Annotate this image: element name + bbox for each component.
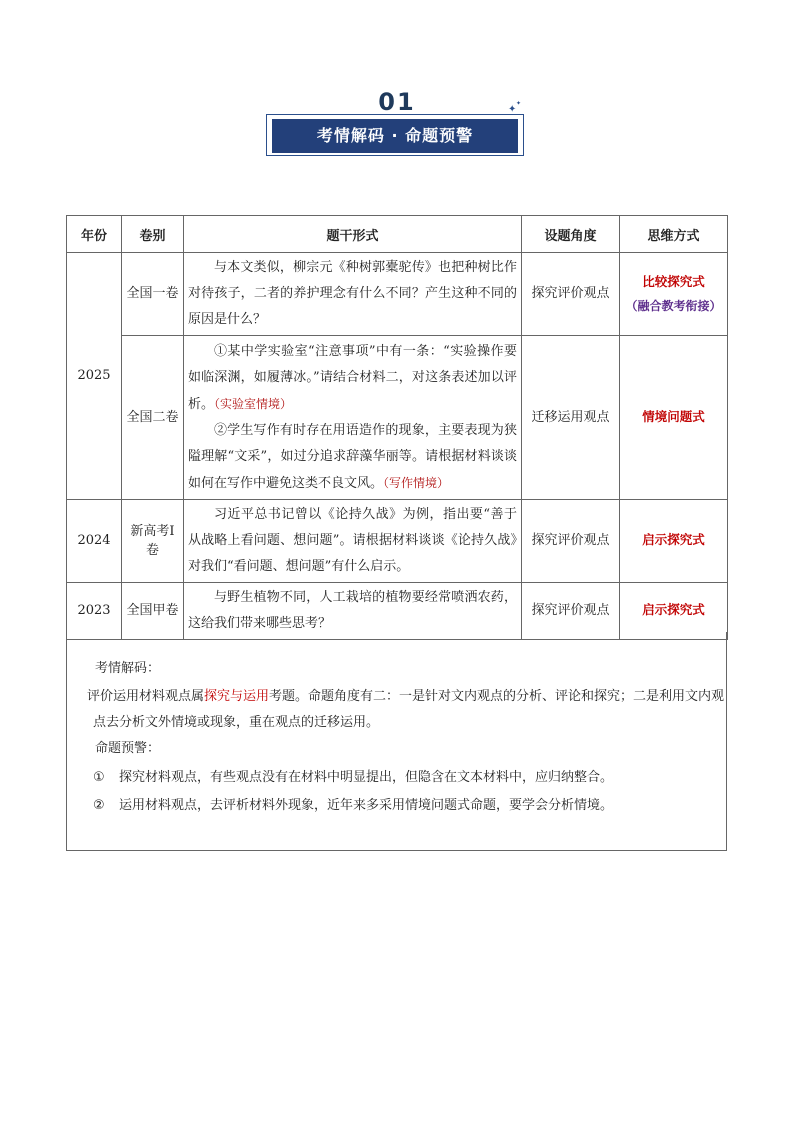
question-cell	[184, 500, 522, 583]
question-text: 习近平总书记曾以《论持久战》为例，指出要“善于从战略上看问题、想问题”。请根据材料谈谈《论持久战》对我们“看问题、想问题”有什么启示。	[188, 507, 517, 574]
question-text: 与本文类似，柳宗元《种树郭橐驼传》也把种树比作对待孩子，二者的养护理念有什么不同？产生这种不同的原因是什么？	[188, 260, 517, 327]
context-tag: （实验室情境）	[214, 396, 293, 411]
sparkle-icon: ✦	[508, 104, 517, 115]
thinking-cell	[620, 583, 728, 640]
table-row	[67, 500, 728, 583]
thinking-label: 启示探究式	[642, 532, 705, 548]
banner-title: 考情解码 · 命题预警	[272, 119, 518, 153]
year-cell: 2023	[67, 583, 122, 640]
question-part-1: ①某中学实验室“注意事项”中有一条：“实验操作要如临深渊，如履薄冰。”请结合材料二，对这条表述加以评析。	[188, 343, 517, 412]
decode-paragraph	[67, 684, 727, 736]
warning-title: 命题预警：	[95, 741, 161, 756]
angle-cell: 迁移运用观点	[522, 336, 620, 500]
question-cell	[184, 253, 522, 336]
col-header-thinking: 思维方式	[620, 216, 728, 253]
angle-cell: 探究评价观点	[522, 500, 620, 583]
question-text	[188, 418, 517, 497]
warning-item	[67, 793, 727, 819]
thinking-cell	[620, 500, 728, 583]
exam-analysis-table	[66, 215, 728, 640]
decode-title: 考情解码：	[95, 661, 161, 676]
warning-text: 探究材料观点，有些观点没有在材料中明显提出，但隐含在文本材料中，应归纳整合。	[119, 770, 614, 785]
year-cell: 2024	[67, 500, 122, 583]
paper-cell: 全国二卷	[122, 336, 184, 500]
decode-highlight: 探究与运用	[204, 689, 270, 704]
angle-cell: 探究评价观点	[522, 253, 620, 336]
exam-notes-box	[66, 632, 727, 851]
section-number: 01	[378, 88, 416, 116]
paper-cell: 全国甲卷	[122, 583, 184, 640]
sparkle-icon: ✦	[516, 100, 522, 107]
thinking-note: （融合教考衔接）	[625, 299, 722, 314]
thinking-cell	[620, 253, 728, 336]
decode-text-after: 考题。命题角度有二：一是针对文内观点的分析、评论和探究；二是利用文内观点去分析文外情境或现象，重在观点的迁移运用。	[93, 689, 725, 730]
thinking-label: 比较探究式	[642, 273, 705, 289]
warning-marker: ①	[93, 770, 105, 785]
warning-item	[67, 765, 727, 791]
decode-text-before: 评价运用材料观点属	[87, 689, 205, 704]
col-header-year: 年份	[67, 216, 122, 253]
warning-text: 运用材料观点，去评析材料外现象，近年来多采用情境问题式命题，要学会分析情境。	[119, 798, 614, 813]
table-row	[67, 336, 728, 500]
col-header-paper: 卷别	[122, 216, 184, 253]
thinking-label: 启示探究式	[642, 602, 705, 618]
table-row	[67, 253, 728, 336]
year-cell: 2025	[67, 253, 122, 500]
warning-marker: ②	[93, 798, 105, 813]
question-part-2: ②学生写作有时存在用语造作的现象，主要表现为狭隘理解“文采”，如过分追求辞藻华丽等。请根据材料谈谈如何在写作中避免这类不良文风。	[188, 422, 517, 491]
paper-cell: 新高考Ⅰ卷	[122, 500, 184, 583]
question-text	[188, 339, 517, 418]
question-cell	[184, 336, 522, 500]
col-header-angle: 设题角度	[522, 216, 620, 253]
table-header-row	[67, 216, 728, 253]
table-row	[67, 583, 728, 640]
paper-cell: 全国一卷	[122, 253, 184, 336]
question-text: 与野生植物不同，人工栽培的植物要经常喷洒农药，这给我们带来哪些思考？	[188, 590, 517, 631]
question-cell	[184, 583, 522, 640]
thinking-label: 情境问题式	[642, 408, 705, 424]
thinking-cell	[620, 336, 728, 500]
context-tag: （写作情境）	[383, 475, 450, 490]
angle-cell: 探究评价观点	[522, 583, 620, 640]
col-header-question: 题干形式	[184, 216, 522, 253]
